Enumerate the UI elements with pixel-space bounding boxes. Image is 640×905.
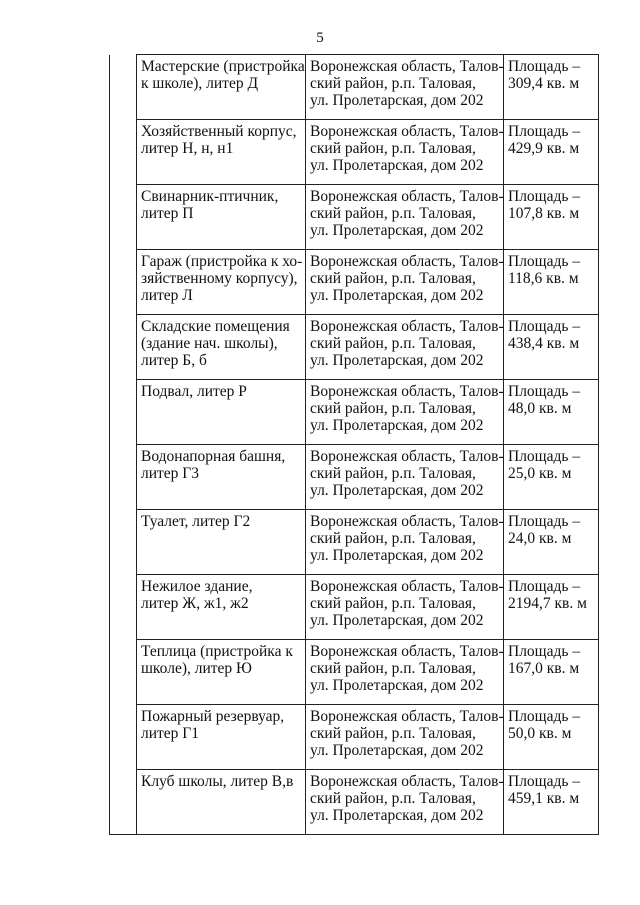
area-cell bbox=[504, 705, 599, 770]
address-cell bbox=[306, 380, 504, 445]
row-index-cell bbox=[110, 250, 137, 315]
area-line: 48,0 кв. м bbox=[508, 400, 572, 417]
page-number: 5 bbox=[316, 30, 324, 46]
area-line: 118,6 кв. м bbox=[508, 270, 579, 287]
address-line: Воронежская область, Талов- bbox=[310, 513, 504, 530]
address-cell bbox=[306, 510, 504, 575]
object-name-line: Нежилое здание, bbox=[141, 578, 253, 595]
address-line: Воронежская область, Талов- bbox=[310, 123, 504, 140]
table-row bbox=[110, 55, 599, 120]
object-name-line: литер Н, н, н1 bbox=[141, 140, 234, 157]
address-line: ский район, р.п. Таловая, bbox=[310, 660, 476, 677]
address-line: ул. Пролетарская, дом 202 bbox=[310, 287, 484, 304]
area-cell bbox=[504, 575, 599, 640]
table-row bbox=[110, 445, 599, 510]
object-name-line: Складские помещения bbox=[141, 318, 290, 335]
area-line: 24,0 кв. м bbox=[508, 530, 572, 547]
area-line: Площадь – bbox=[508, 773, 581, 790]
address-line: Воронежская область, Талов- bbox=[310, 318, 504, 335]
address-line: ул. Пролетарская, дом 202 bbox=[310, 157, 484, 174]
object-name-line: Теплица (пристройка к bbox=[141, 643, 293, 660]
address-line: Воронежская область, Талов- bbox=[310, 643, 504, 660]
area-cell bbox=[504, 640, 599, 705]
area-cell bbox=[504, 55, 599, 120]
area-cell bbox=[504, 315, 599, 380]
object-name-line: литер Ж, ж1, ж2 bbox=[141, 595, 249, 612]
area-line: Площадь – bbox=[508, 643, 581, 660]
address-line: Воронежская область, Талов- bbox=[310, 448, 504, 465]
address-cell bbox=[306, 185, 504, 250]
area-line: 438,4 кв. м bbox=[508, 335, 580, 352]
row-index-cell bbox=[110, 445, 137, 510]
object-name-line: литер П bbox=[141, 205, 194, 222]
area-line: Площадь – bbox=[508, 513, 581, 530]
object-name-line: литер Г1 bbox=[141, 725, 200, 742]
area-line: 107,8 кв. м bbox=[508, 205, 580, 222]
address-line: Воронежская область, Талов- bbox=[310, 253, 504, 270]
address-line: ский район, р.п. Таловая, bbox=[310, 725, 476, 742]
area-line: 25,0 кв. м bbox=[508, 465, 572, 482]
object-name-cell bbox=[137, 705, 306, 770]
table-row bbox=[110, 250, 599, 315]
area-line: 167,0 кв. м bbox=[508, 660, 580, 677]
address-line: Воронежская область, Талов- bbox=[310, 773, 504, 790]
area-cell bbox=[504, 770, 599, 835]
object-name-line: литер Г3 bbox=[141, 465, 200, 482]
object-name-line: Гараж (пристройка к хо- bbox=[141, 253, 303, 270]
object-name-line: (здание нач. школы), bbox=[141, 335, 278, 352]
address-line: Воронежская область, Талов- bbox=[310, 383, 504, 400]
address-line: ский район, р.п. Таловая, bbox=[310, 205, 476, 222]
row-index-cell bbox=[110, 640, 137, 705]
area-line: Площадь – bbox=[508, 58, 581, 75]
area-line: 50,0 кв. м bbox=[508, 725, 572, 742]
address-cell bbox=[306, 120, 504, 185]
object-name-line: Подвал, литер Р bbox=[141, 383, 247, 400]
object-name-line: к школе), литер Д bbox=[141, 75, 259, 92]
address-line: ул. Пролетарская, дом 202 bbox=[310, 547, 484, 564]
address-cell bbox=[306, 315, 504, 380]
address-line: ул. Пролетарская, дом 202 bbox=[310, 612, 484, 629]
table-row bbox=[110, 705, 599, 770]
address-line: ский район, р.п. Таловая, bbox=[310, 530, 476, 547]
object-name-cell bbox=[137, 315, 306, 380]
row-index-cell bbox=[110, 770, 137, 835]
area-cell bbox=[504, 445, 599, 510]
area-cell bbox=[504, 510, 599, 575]
address-line: ул. Пролетарская, дом 202 bbox=[310, 222, 484, 239]
area-cell bbox=[504, 120, 599, 185]
area-cell bbox=[504, 380, 599, 445]
address-line: ул. Пролетарская, дом 202 bbox=[310, 92, 484, 109]
table-row bbox=[110, 380, 599, 445]
address-cell bbox=[306, 770, 504, 835]
object-name-cell bbox=[137, 380, 306, 445]
area-line: Площадь – bbox=[508, 188, 581, 205]
address-cell bbox=[306, 250, 504, 315]
row-index-cell bbox=[110, 185, 137, 250]
address-line: Воронежская область, Талов- bbox=[310, 58, 504, 75]
table-row bbox=[110, 315, 599, 380]
table-row bbox=[110, 770, 599, 835]
address-line: ский район, р.п. Таловая, bbox=[310, 400, 476, 417]
address-line: ский район, р.п. Таловая, bbox=[310, 335, 476, 352]
area-line: 2194,7 кв. м bbox=[508, 595, 587, 612]
area-line: Площадь – bbox=[508, 123, 581, 140]
address-cell bbox=[306, 575, 504, 640]
row-index-cell bbox=[110, 315, 137, 380]
address-line: ский район, р.п. Таловая, bbox=[310, 595, 476, 612]
row-index-cell bbox=[110, 705, 137, 770]
table-row bbox=[110, 575, 599, 640]
table-row bbox=[110, 510, 599, 575]
object-name-line: школе), литер Ю bbox=[141, 660, 252, 677]
object-name-line: Пожарный резервуар, bbox=[141, 708, 285, 725]
address-line: ул. Пролетарская, дом 202 bbox=[310, 417, 484, 434]
table-row bbox=[110, 120, 599, 185]
address-line: ул. Пролетарская, дом 202 bbox=[310, 807, 484, 824]
row-index-cell bbox=[110, 55, 137, 120]
table-row bbox=[110, 185, 599, 250]
object-name-line: зяйственному корпусу), bbox=[141, 270, 298, 287]
address-cell bbox=[306, 445, 504, 510]
address-line: ский район, р.п. Таловая, bbox=[310, 790, 476, 807]
object-name-cell bbox=[137, 55, 306, 120]
address-line: ский район, р.п. Таловая, bbox=[310, 75, 476, 92]
area-line: Площадь – bbox=[508, 253, 581, 270]
object-name-line: литер Б, б bbox=[141, 352, 207, 369]
table-row bbox=[110, 640, 599, 705]
object-name-line: Туалет, литер Г2 bbox=[141, 513, 251, 530]
object-name-cell bbox=[137, 250, 306, 315]
object-name-line: Водонапорная башня, bbox=[141, 448, 286, 465]
address-line: ул. Пролетарская, дом 202 bbox=[310, 677, 484, 694]
object-name-cell bbox=[137, 575, 306, 640]
address-cell bbox=[306, 705, 504, 770]
address-line: Воронежская область, Талов- bbox=[310, 188, 504, 205]
area-line: 459,1 кв. м bbox=[508, 790, 580, 807]
object-name-line: Хозяйственный корпус, bbox=[141, 123, 297, 140]
address-line: ул. Пролетарская, дом 202 bbox=[310, 742, 484, 759]
object-name-line: Мастерские (пристройка bbox=[141, 58, 305, 75]
object-name-line: Клуб школы, литер В,в bbox=[141, 773, 294, 790]
object-name-line: Свинарник-птичник, bbox=[141, 188, 279, 205]
address-line: ул. Пролетарская, дом 202 bbox=[310, 352, 484, 369]
object-name-cell bbox=[137, 640, 306, 705]
object-name-cell bbox=[137, 185, 306, 250]
row-index-cell bbox=[110, 120, 137, 185]
address-line: Воронежская область, Талов- bbox=[310, 708, 504, 725]
address-line: Воронежская область, Талов- bbox=[310, 578, 504, 595]
address-line: ул. Пролетарская, дом 202 bbox=[310, 482, 484, 499]
object-name-cell bbox=[137, 510, 306, 575]
area-cell bbox=[504, 185, 599, 250]
area-line: Площадь – bbox=[508, 578, 581, 595]
area-line: Площадь – bbox=[508, 318, 581, 335]
area-line: Площадь – bbox=[508, 708, 581, 725]
address-cell bbox=[306, 55, 504, 120]
area-line: Площадь – bbox=[508, 448, 581, 465]
table-body bbox=[110, 55, 599, 835]
object-name-cell bbox=[137, 120, 306, 185]
object-name-line: литер Л bbox=[141, 287, 193, 304]
object-name-cell bbox=[137, 770, 306, 835]
address-line: ский район, р.п. Таловая, bbox=[310, 465, 476, 482]
area-line: 429,9 кв. м bbox=[508, 140, 580, 157]
address-line: ский район, р.п. Таловая, bbox=[310, 140, 476, 157]
row-index-cell bbox=[110, 575, 137, 640]
property-table bbox=[109, 54, 599, 835]
area-line: Площадь – bbox=[508, 383, 581, 400]
row-index-cell bbox=[110, 380, 137, 445]
area-cell bbox=[504, 250, 599, 315]
address-cell bbox=[306, 640, 504, 705]
address-line: ский район, р.п. Таловая, bbox=[310, 270, 476, 287]
area-line: 309,4 кв. м bbox=[508, 75, 580, 92]
object-name-cell bbox=[137, 445, 306, 510]
row-index-cell bbox=[110, 510, 137, 575]
